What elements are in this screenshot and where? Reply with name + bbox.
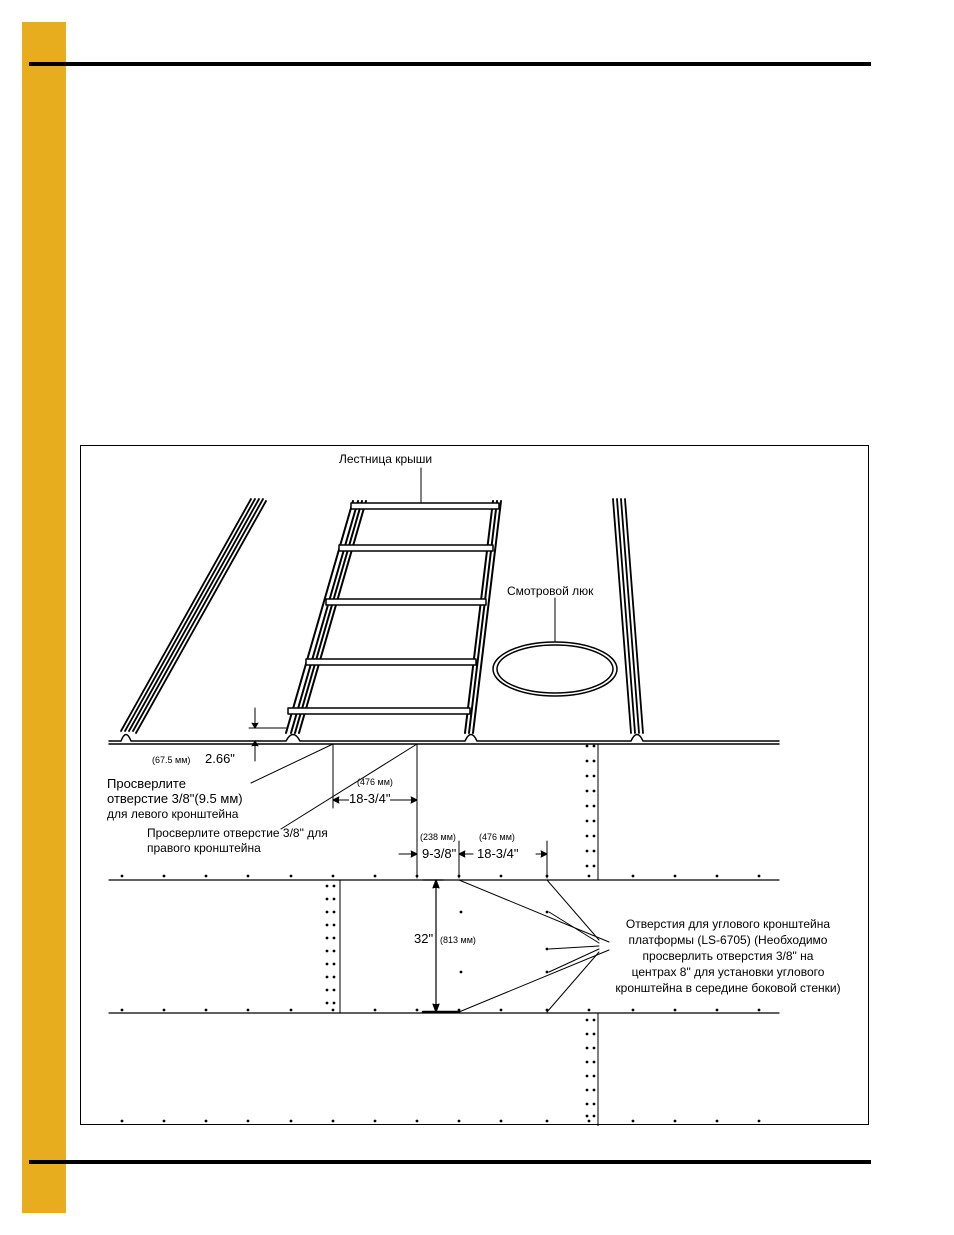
dim-18-34-lower (536, 841, 547, 878)
dim-67-5-mm: (67.5 мм) (152, 755, 191, 765)
header-rule (29, 62, 871, 66)
dim-476-mm-upper: (476 мм) (357, 777, 393, 787)
inspection-hatch (493, 642, 617, 696)
ladder-rungs (288, 503, 499, 714)
dim-2-66 (249, 708, 286, 761)
dim-9-38-in: 9-3/8" (422, 846, 457, 861)
dim-18-34-in-upper: 18-3/4" (349, 791, 391, 806)
figure (80, 445, 869, 1125)
dim-32-in: 32" (414, 931, 434, 946)
ladder-left-rail (286, 501, 366, 733)
corner-holes-label-3: просверлить отверстия 3/8" на (642, 949, 814, 963)
dim-18-34-upper (333, 744, 417, 878)
left-roof-rib (121, 499, 266, 733)
footer-rule (29, 1160, 871, 1164)
corner-holes-label-1: Отверстия для углового кронштейна (625, 917, 831, 931)
drill-left-leader (251, 744, 333, 783)
corner-holes-label-5: кронштейна в середине боковой стенки) (615, 981, 841, 995)
corner-holes-label-2: платформы (LS-6705) (Необходимо (628, 933, 828, 947)
drill-left-label-3: для левого кронштейна (107, 807, 239, 821)
seam-dots-upper (586, 745, 596, 868)
drill-right-label-2: правого кронштейна (147, 841, 261, 855)
bolt-row-3 (121, 1120, 761, 1123)
dim-813-mm: (813 мм) (440, 935, 476, 945)
ladder-right-rail (465, 501, 501, 733)
dim-18-34-in-lower: 18-3/4" (477, 846, 519, 861)
dim-476-mm-lower: (476 мм) (479, 832, 515, 842)
eave-line (109, 735, 779, 745)
drill-left-label-1: Просверлите (107, 776, 186, 791)
seam-dots-middle (326, 885, 336, 1005)
drill-right-label-1: Просверлите отверстие 3/8" для (147, 826, 328, 840)
roof-ladder-diagram (81, 446, 870, 1126)
roof-ladder-label: Лестница крыши (339, 452, 433, 466)
right-roof-rib (613, 499, 643, 733)
side-tab (22, 22, 66, 1213)
bolt-row-1 (121, 875, 761, 878)
corner-holes-label-4: центрах 8" для установки углового (631, 965, 825, 979)
dim-238-mm: (238 мм) (420, 832, 456, 842)
drill-left-label-2: отверстие 3/8"(9.5 мм) (107, 791, 243, 806)
dim-2-66-in: 2.66" (205, 751, 235, 766)
inspection-hatch-label: Смотровой люк (507, 584, 594, 598)
drill-right-leader (281, 744, 417, 829)
seam-dots-lower (586, 1019, 596, 1118)
